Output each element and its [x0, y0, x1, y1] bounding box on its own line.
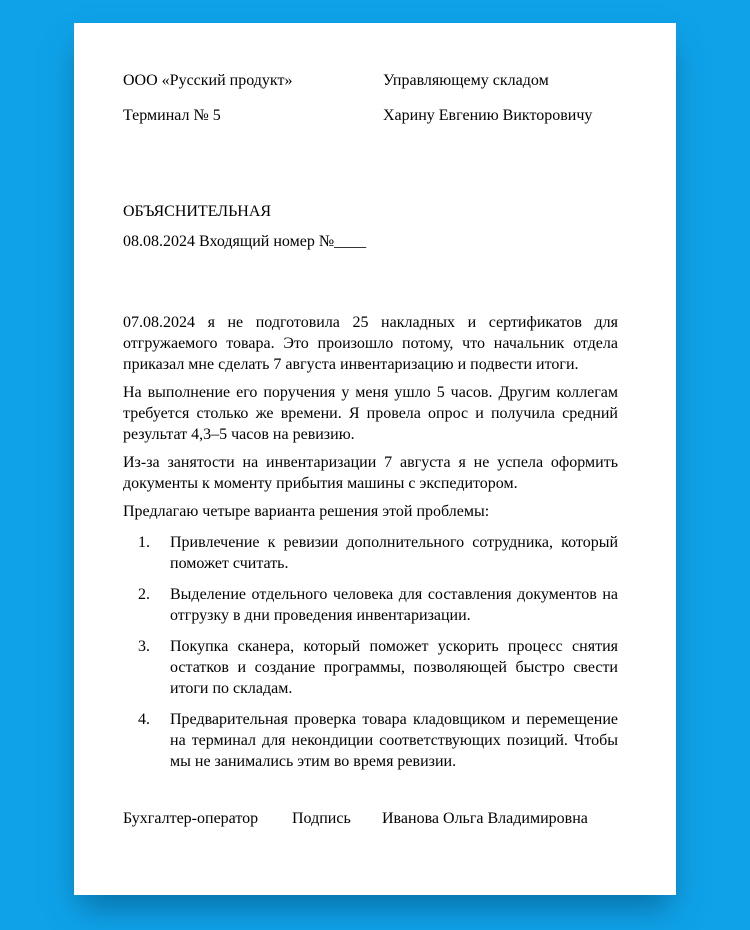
list-item — [123, 532, 618, 574]
signature-label: Подпись — [292, 810, 351, 827]
company-name: ООО «Русский продукт» — [123, 72, 293, 89]
proposals-list — [123, 532, 618, 772]
list-item-number: 2. — [138, 586, 150, 603]
paragraph-2: На выполнение его поручения у меня ушло 5 часов. Другим коллегам требуется столько же времени. Я провела опрос и получила средний результат 4,3–5 часов на ревизию. — [123, 384, 618, 443]
terminal-number: Терминал № 5 — [123, 107, 221, 124]
header-left-column — [123, 70, 383, 140]
list-item-text: Покупка сканера, который поможет ускорить процесс снятия остатков и создание программы, позволяющей быстро свести итоги по складам. — [170, 638, 618, 697]
list-item — [123, 636, 618, 699]
paragraph-4: Предлагаю четыре варианта решения этой проблемы: — [123, 503, 490, 520]
document-title: ОБЪЯСНИТЕЛЬНАЯ — [123, 203, 272, 220]
signature-row — [123, 808, 618, 829]
header-right-column — [383, 70, 618, 140]
list-item — [123, 709, 618, 772]
incoming-number-line: 08.08.2024 Входящий номер №____ — [123, 233, 367, 250]
list-item-text: Привлечение к ревизии дополнительного сотрудника, который поможет считать. — [170, 534, 618, 572]
paragraph-1: 07.08.2024 я не подготовила 25 накладных и сертификатов для отгружаемого товара. Это произошло потому, что начальник отдела приказал мне сделать 7 августа инвентаризацию и подвести итоги. — [123, 314, 618, 373]
signer-name: Иванова Ольга Владимировна — [382, 810, 588, 827]
document-header — [123, 70, 618, 140]
recipient-name: Харину Евгению Викторовичу — [383, 107, 593, 124]
list-item-number: 3. — [138, 638, 150, 655]
recipient-position: Управляющему складом — [383, 72, 549, 89]
list-item — [123, 584, 618, 626]
list-item-text: Выделение отдельного человека для составления документов на отгрузку в дни проведения инвентаризации. — [170, 586, 618, 624]
document-page — [74, 23, 676, 895]
signer-position: Бухгалтер-оператор — [123, 810, 259, 827]
list-item-number: 1. — [138, 534, 150, 551]
paragraph-3: Из-за занятости на инвентаризации 7 августа я не успела оформить документы к моменту прибытия машины с экспедитором. — [123, 454, 618, 492]
list-item-number: 4. — [138, 711, 150, 728]
list-item-text: Предварительная проверка товара кладовщиком и перемещение на терминал для некондиции соответствующих позиций. Чтобы мы не занимались этим во время ревизии. — [170, 711, 618, 770]
